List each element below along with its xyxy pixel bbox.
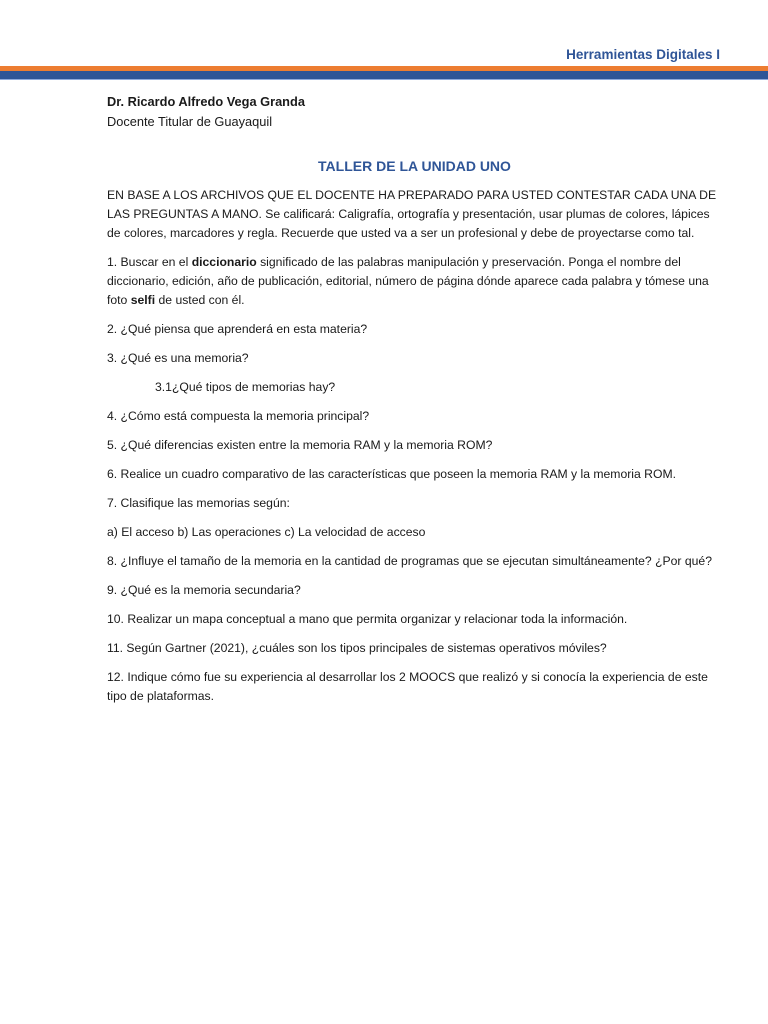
q1-bold-selfi: selfi xyxy=(130,293,156,307)
question-3: 3. ¿Qué es una memoria? xyxy=(107,351,249,365)
author-role: Docente Titular de Guayaquil xyxy=(107,114,273,129)
question-10: 10. Realizar un mapa conceptual a mano que permita organizar y relacionar toda la información. xyxy=(107,612,628,626)
author-name: Dr. Ricardo Alfredo Vega Granda xyxy=(107,94,305,109)
q1-text-1: 1. Buscar en el xyxy=(107,255,192,269)
question-5: 5. ¿Qué diferencias existen entre la memoria RAM y la memoria ROM? xyxy=(107,438,493,452)
header-band-line xyxy=(0,79,768,80)
header-band-blue xyxy=(0,71,768,79)
question-9: 9. ¿Qué es la memoria secundaria? xyxy=(107,583,301,597)
header-title: Herramientas Digitales I xyxy=(566,47,720,62)
question-11: 11. Según Gartner (2021), ¿cuáles son los tipos principales de sistemas operativos móviles? xyxy=(107,641,607,655)
question-12: 12. Indique cómo fue su experiencia al desarrollar los 2 MOOCS que realizó y si conocía la experiencia de este tipo de plataformas. xyxy=(107,670,708,703)
q1-text-3: de usted con él. xyxy=(155,293,245,307)
question-6: 6. Realice un cuadro comparativo de las características que poseen la memoria RAM y la memoria ROM. xyxy=(107,467,676,481)
question-4: 4. ¿Cómo está compuesta la memoria principal? xyxy=(107,409,370,423)
question-3-1: 3.1¿Qué tipos de memorias hay? xyxy=(155,380,336,394)
question-1 xyxy=(107,253,722,310)
q1-text-2: significado de las palabras manipulación y preservación. Ponga el nombre del diccionario, edición, año de publicación, editorial, número de página dónde aparece cada palabra y tómese una foto xyxy=(107,255,709,307)
question-2: 2. ¿Qué piensa que aprenderá en esta materia? xyxy=(107,322,368,336)
question-7: 7. Clasifique las memorias según: xyxy=(107,496,290,510)
q1-bold-diccionario: diccionario xyxy=(191,255,257,269)
document-title: TALLER DE LA UNIDAD UNO xyxy=(318,158,511,174)
document-body xyxy=(107,92,722,706)
question-7-options: a) El acceso b) Las operaciones c) La velocidad de acceso xyxy=(107,525,426,539)
question-8: 8. ¿Influye el tamaño de la memoria en la cantidad de programas que se ejecutan simultáneamente? ¿Por qué? xyxy=(107,554,712,568)
intro-paragraph: EN BASE A LOS ARCHIVOS QUE EL DOCENTE HA PREPARADO PARA USTED CONTESTAR CADA UNA DE LAS PREGUNTAS A MANO. Se calificará: Caligrafía, ortografía y presentación, usar plumas de colores, lápices de colores, marcadores y regla. Recuerde que usted va a ser un profesional y debe de proyectarse como tal. xyxy=(107,188,717,240)
